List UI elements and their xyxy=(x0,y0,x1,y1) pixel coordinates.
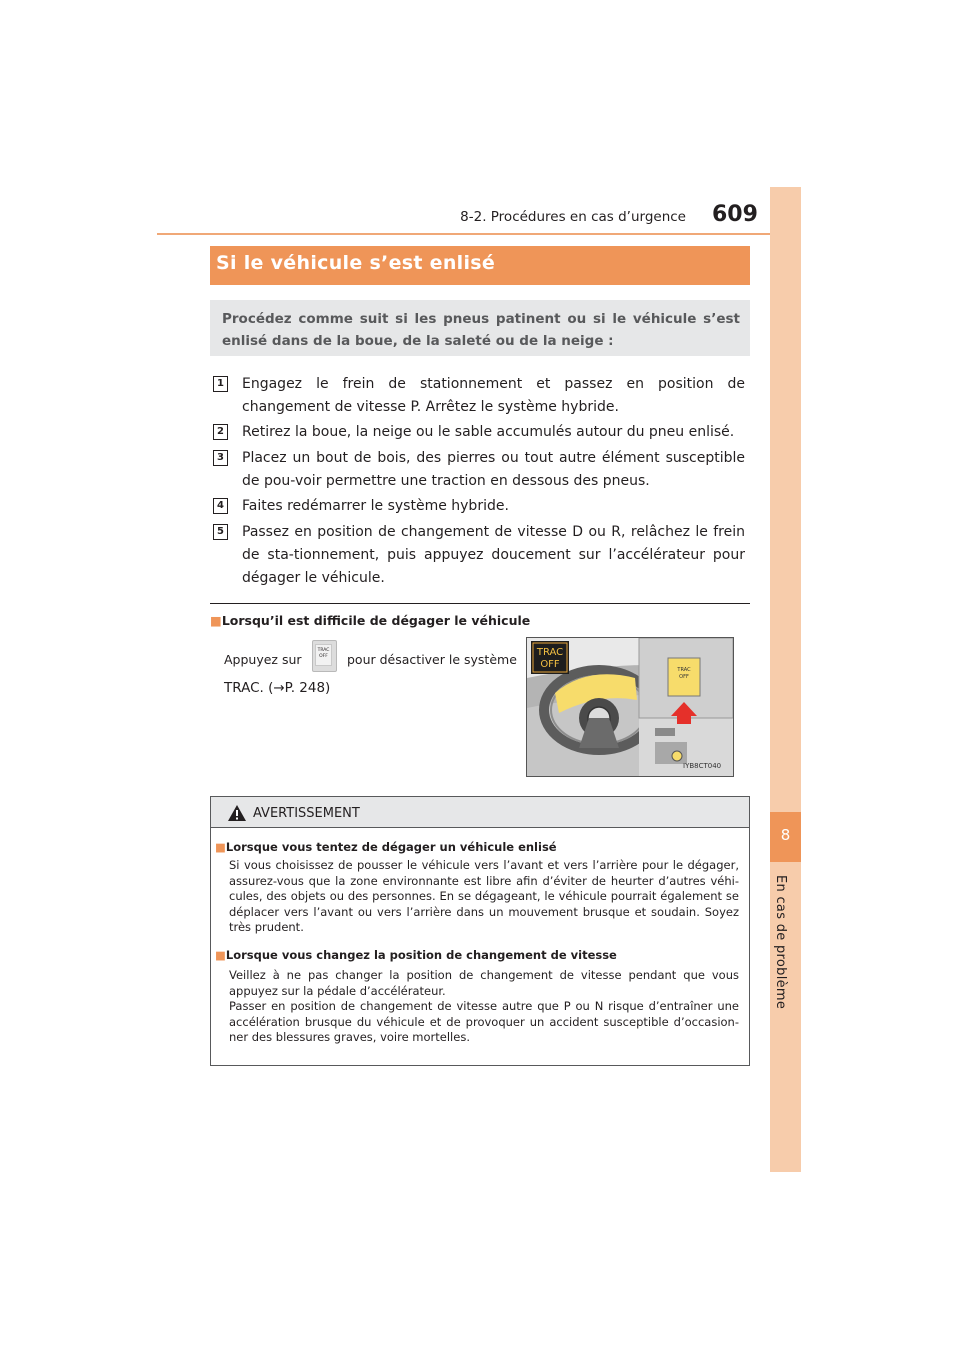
step-number-3: 3 xyxy=(213,450,228,466)
page-number: 609 xyxy=(712,202,758,227)
svg-text:TRAC: TRAC xyxy=(677,667,691,673)
step-number-2: 2 xyxy=(213,424,228,440)
step-text-2: Retirez la boue, la neige ou le sable accumulés autour du pneu enlisé. xyxy=(242,424,735,440)
chapter-side-strip xyxy=(770,187,801,1172)
header-rule xyxy=(157,233,800,235)
step-number-4: 4 xyxy=(213,498,228,514)
dashboard-drawing xyxy=(527,638,733,776)
trac-off-button-icon xyxy=(312,640,337,672)
warning-item-1-title-text: Lorsque vous tentez de dégager un véhicule enlisé xyxy=(225,840,557,854)
step-text-3: Placez un bout de bois, des pierres ou tout autre élément susceptible de pou-voir permettre une traction en dessous des pneus. xyxy=(242,450,745,489)
note-heading xyxy=(210,613,530,628)
note-text-after: pour désactiver le système xyxy=(347,652,517,667)
warning-item-1-title xyxy=(215,840,557,854)
warning-triangle-icon xyxy=(227,804,247,822)
chapter-label: En cas de problème xyxy=(773,875,788,1010)
running-header-section: 8-2. Procédures en cas d’urgence xyxy=(460,209,686,225)
warning-item-2-title-text: Lorsque vous changez la position de changement de vitesse xyxy=(225,948,617,962)
svg-text:OFF: OFF xyxy=(679,674,689,680)
warning-item-2-title xyxy=(215,948,617,962)
warning-item-1-text: Si vous choisissez de pousser le véhicule vers l’avant et vers l’arrière pour le dégager, assurez-vous que la zone environnante est libre afin d’éviter de heurter d’autres véhi-cules, des objets ou des personnes. En se dégageant, le véhicule pourrait également se déplacer vers l’avant ou vers l’arrière dans un mouvement brusque et soudain. Soyez très prudent. xyxy=(229,858,739,934)
note-text-line2: TRAC. (→P. 248) xyxy=(224,680,331,696)
note-text-before: Appuyez sur xyxy=(224,652,302,667)
trac-off-indicator-line1: TRAC xyxy=(536,647,564,658)
warning-item-2-text2: Passer en position de changement de vitesse autre que P ou N risque d’entraîner une accélération brusque du véhicule et de provoquer un accident susceptible d’occasion-ner des blessures graves, voire mortelles. xyxy=(229,999,739,1044)
warning-item-1-bullet: ■ xyxy=(215,840,226,854)
section-divider xyxy=(210,603,750,604)
note-bullet: ■ xyxy=(210,613,222,628)
intro-text: Procédez comme suit si les pneus patinent ou si le véhicule s’est enlisé dans de la boue, de la saleté ou de la neige : xyxy=(222,311,740,349)
trac-off-indicator-line2: OFF xyxy=(540,659,560,670)
step-number-1: 1 xyxy=(213,376,228,392)
warning-item-2-text: Veillez à ne pas changer la position de changement de vitesse pendant que vous appuyez sur la pédale d’accélérateur. xyxy=(229,968,739,998)
step-number-5: 5 xyxy=(213,524,228,540)
warning-item-2-bullet: ■ xyxy=(215,948,226,962)
note-title: Lorsqu’il est difficile de dégager le véhicule xyxy=(221,613,531,628)
warning-header: AVERTISSEMENT xyxy=(253,806,360,821)
step-text-1: Engagez le frein de stationnement et passez en position de changement de vitesse P. Arrêtez le système hybride. xyxy=(242,376,745,415)
step-text-4: Faites redémarrer le système hybride. xyxy=(242,498,509,514)
image-code: IYB8CT040 xyxy=(683,762,722,770)
section-title: Si le véhicule s’est enlisé xyxy=(216,252,496,274)
step-text-5: Passez en position de changement de vitesse D ou R, relâchez le frein de sta-tionnement, puis appuyez doucement sur l’accélérateur pour dégager le véhicule. xyxy=(242,524,745,586)
trac-off-button-label: TRAC OFF xyxy=(315,644,332,666)
dashboard-illustration xyxy=(526,637,734,777)
chapter-number: 8 xyxy=(780,826,791,844)
